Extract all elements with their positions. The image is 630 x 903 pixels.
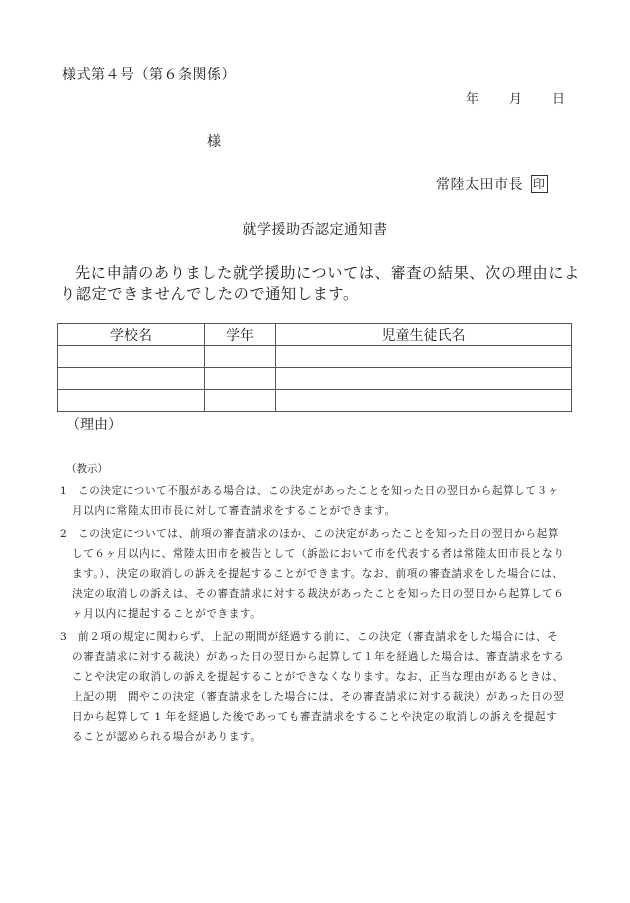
date-year-label: 年 [466,92,480,107]
table-cell [205,368,276,390]
column-header-grade: 学年 [205,324,276,346]
table-row [58,390,572,412]
table-cell [276,368,572,390]
issuer [436,174,548,194]
notice-number: 3 [60,631,68,643]
table-row [58,368,572,390]
table-header-row [58,324,572,346]
document-title: 就学援助否認定通知書 [242,222,388,238]
table-row [58,346,572,368]
seal-stamp: 印 [533,177,546,191]
table-cell [58,390,205,412]
addressee-honorific: 様 [207,134,221,150]
table-cell [58,368,205,390]
issuer-name: 常陸太田市長 [436,177,523,193]
notice-item [60,524,568,624]
notice-number: 1 [60,485,68,497]
notice-item [60,627,568,747]
date-line [466,88,565,107]
notice-number: 2 [60,528,68,540]
table-cell [205,346,276,368]
student-table [57,323,572,412]
notice-text: この決定については、前項の審査請求のほか、この決定があったことを知った日の翌日から起算して６ヶ月以内に、常陸太田市を被告として（訴訟において市を代表する者は常陸太田市長となります。）、決定の取消しの訴えを提起することができます。なお、前項の審査請求をした場合には、決定の取消しの訴えは、その審査請求に対する裁決があったことを知った日の翌日から起算して６ヶ月以内に提起することができます。 [72,528,565,620]
notice-label: （教示） [66,463,108,475]
table-cell [276,346,572,368]
table-cell [205,390,276,412]
notice-text: 前２項の規定に関わらず、上記の期間が経過する前に、この決定（審査請求をした場合には、その審査請求に対する裁決）があった日の翌日から起算して１年を経過した場合は、審査請求をすることや決定の取消しの訴えを提起することができなくなります。なお、正当な理由があるときは、上記の期 間やこの決定（審査請求をした場合には、その審査請求に対する裁決）があった日の翌日から起算して 1 年を経過した後であっても審査請求をすることや決定の取消しの訴えを提起することが認められる場合があります。 [72,631,565,743]
notice-list [60,481,568,750]
date-day-label: 日 [552,92,566,107]
notice-text: この決定について不服がある場合は、この決定があったことを知った日の翌日から起算して３ヶ月以内に常陸太田市長に対して審査請求をすることができます。 [72,485,560,517]
column-header-student-name: 児童生徒氏名 [276,324,572,346]
form-number: 様式第４号（第６条関係） [62,67,236,83]
table-cell [276,390,572,412]
column-header-school: 学校名 [58,324,205,346]
notice-item [60,481,568,521]
body-paragraph: 先に申請のありました就学援助については、審査の結果、次の理由により認定できませんでしたので通知します。 [60,264,580,303]
table-cell [58,346,205,368]
date-month-label: 月 [509,92,523,107]
reason-label: （理由） [66,417,122,433]
